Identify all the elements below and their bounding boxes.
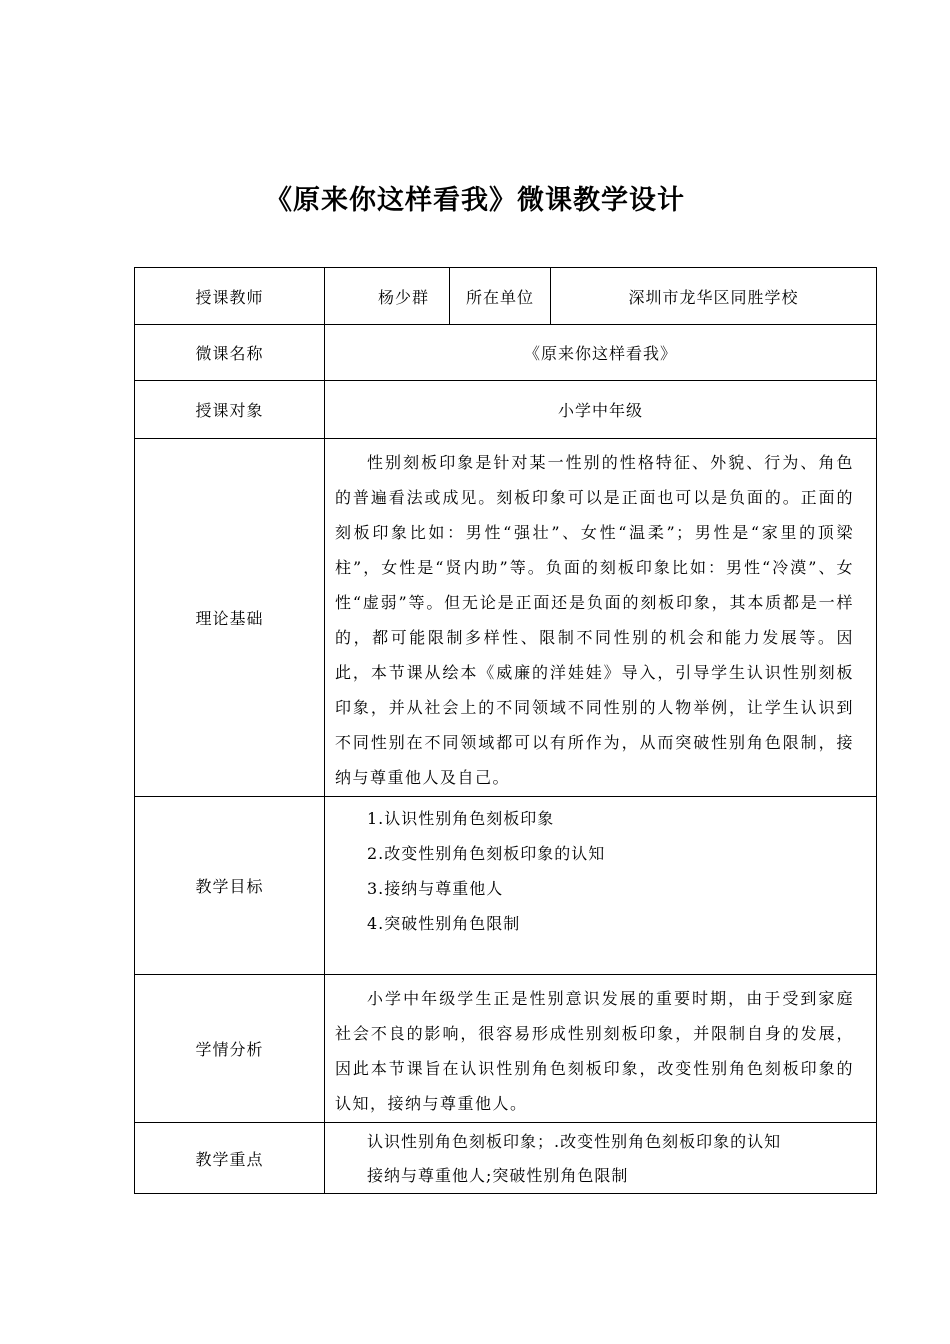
course-name-value: 《原来你这样看我》 xyxy=(325,325,877,381)
list-item: 3.接纳与尊重他人 xyxy=(367,879,504,898)
table-row xyxy=(135,797,877,975)
list-item: 认识性别角色刻板印象；.改变性别角色刻板印象的认知 xyxy=(367,1132,782,1151)
key-points-label: 教学重点 xyxy=(135,1123,325,1194)
list-item: 2.改变性别角色刻板印象的认知 xyxy=(367,844,606,863)
table-row xyxy=(135,1123,877,1194)
teacher-label: 授课教师 xyxy=(135,268,325,325)
unit-value: 深圳市龙华区同胜学校 xyxy=(551,268,877,325)
goals-label: 教学目标 xyxy=(135,797,325,975)
audience-value: 小学中年级 xyxy=(325,381,877,439)
lesson-design-table xyxy=(134,267,877,1194)
goals-list xyxy=(325,797,877,975)
audience-label: 授课对象 xyxy=(135,381,325,439)
course-name-label: 微课名称 xyxy=(135,325,325,381)
document-title: 《原来你这样看我》微课教学设计 xyxy=(265,185,685,216)
table-row xyxy=(135,975,877,1123)
table-row xyxy=(135,381,877,439)
table-row xyxy=(135,439,877,797)
analysis-text: 小学中年级学生正是性别意识发展的重要时期，由于受到家庭社会不良的影响，很容易形成性别刻板印象，并限制自身的发展，因此本节课旨在认识性别角色刻板印象，改变性别角色刻板印象的认知，接纳与尊重他人。 xyxy=(325,975,877,1123)
list-item: 接纳与尊重他人;突破性别角色限制 xyxy=(367,1166,629,1185)
theory-text: 性别刻板印象是针对某一性别的性格特征、外貌、行为、角色的普遍看法或成见。刻板印象可以是正面也可以是负面的。正面的刻板印象比如：男性“强壮”、女性“温柔”；男性是“家里的顶梁柱”，女性是“贤内助”等。负面的刻板印象比如：男性“冷漠”、女性“虚弱”等。但无论是正面还是负面的刻板印象，其本质都是一样的，都可能限制多样性、限制不同性别的机会和能力发展等。因此，本节课从绘本《威廉的洋娃娃》导入，引导学生认识性别刻板印象，并从社会上的不同领域不同性别的人物举例，让学生认识到不同性别在不同领域都可以有所作为，从而突破性别角色限制，接纳与尊重他人及自己。 xyxy=(325,439,877,797)
key-points-list xyxy=(325,1123,877,1194)
table-row xyxy=(135,268,877,325)
theory-label: 理论基础 xyxy=(135,439,325,797)
teacher-value: 杨少群 xyxy=(325,268,450,325)
table-row xyxy=(135,325,877,381)
analysis-label: 学情分析 xyxy=(135,975,325,1123)
list-item: 4.突破性别角色限制 xyxy=(367,914,521,933)
list-item: 1.认识性别角色刻板印象 xyxy=(367,809,555,828)
unit-label: 所在单位 xyxy=(450,268,551,325)
